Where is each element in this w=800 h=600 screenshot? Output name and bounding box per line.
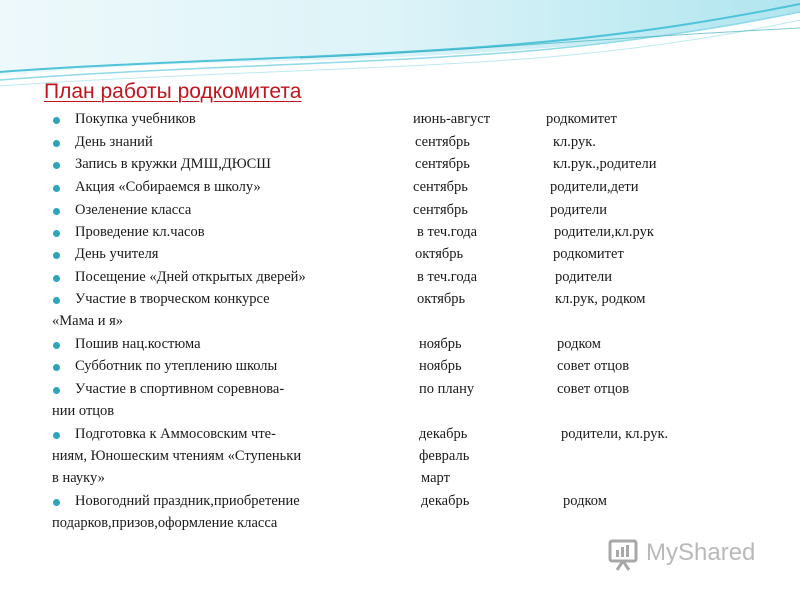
date-text: сентябрь (415, 156, 470, 172)
bullet-icon (53, 297, 60, 304)
bullet-icon (53, 275, 60, 282)
task-text: День учителя (75, 246, 159, 262)
date-text: в теч.года (417, 269, 478, 285)
responsible-text: родком (557, 336, 601, 352)
bullet-icon (53, 432, 60, 439)
date-text: декабрь (419, 426, 468, 442)
task-text: Пошив нац.костюма (75, 336, 201, 352)
responsible-text: родители, кл.рук. (561, 426, 669, 442)
list-item-continuation (0, 403, 800, 425)
task-text: Проведение кл.часов (75, 224, 205, 240)
list-item (0, 156, 800, 178)
list-item (0, 111, 800, 133)
responsible-text: родители,дети (550, 179, 639, 195)
date-text: октябрь (415, 246, 464, 262)
bullet-icon (53, 185, 60, 192)
responsible-text: совет отцов (557, 358, 630, 374)
logo-text: MyShared (646, 539, 756, 566)
responsible-text: совет отцов (557, 381, 630, 397)
myshared-logo (606, 537, 776, 577)
task-text-continuation: в науку» (52, 470, 105, 486)
page-title: План работы родкомитета (44, 80, 302, 103)
date-text: по плану (419, 381, 475, 397)
bullet-icon (53, 364, 60, 371)
responsible-text: родители (550, 202, 607, 218)
list-item-continuation (0, 448, 800, 470)
task-text-continuation: нии отцов (52, 403, 115, 419)
task-text-continuation: подарков,призов,оформление класса (52, 515, 278, 531)
bullet-icon (53, 140, 60, 147)
bullet-icon (53, 230, 60, 237)
responsible-text: родком (563, 493, 607, 509)
date-text-continuation: февраль (419, 448, 470, 464)
list-item (0, 246, 800, 268)
responsible-text: родкомитет (546, 111, 617, 127)
responsible-text: кл.рук, родком (555, 291, 646, 307)
list-item (0, 358, 800, 380)
task-text: Подготовка к Аммосовским чте- (75, 426, 276, 442)
presentation-board-icon (606, 537, 642, 573)
bullet-icon (53, 342, 60, 349)
list-item (0, 134, 800, 156)
task-text: Озеленение класса (75, 202, 192, 218)
task-text: Субботник по утеплению школы (75, 358, 278, 374)
list-item (0, 179, 800, 201)
task-text: Участие в творческом конкурсе (75, 291, 270, 307)
date-text: ноябрь (419, 336, 462, 352)
bullet-icon (53, 387, 60, 394)
list-item (0, 269, 800, 291)
task-text: Покупка учебников (75, 111, 196, 127)
list-item-continuation (0, 470, 800, 492)
date-text: в теч.года (417, 224, 478, 240)
task-text-continuation: ниям, Юношеским чтениям «Ступеньки (52, 448, 302, 464)
responsible-text: кл.рук. (553, 134, 596, 150)
responsible-text: кл.рук.,родители (553, 156, 657, 172)
list-item (0, 493, 800, 515)
task-text: Новогодний праздник,приобретение (75, 493, 300, 509)
bullet-icon (53, 252, 60, 259)
date-text: декабрь (421, 493, 470, 509)
task-text: Запись в кружки ДМШ,ДЮСШ (75, 156, 271, 172)
list-item-continuation (0, 515, 800, 537)
task-text: Акция «Собираемся в школу» (75, 179, 261, 195)
task-text: Участие в спортивном соревнова- (75, 381, 285, 397)
list-item (0, 224, 800, 246)
bullet-icon (53, 499, 60, 506)
task-text-continuation: «Мама и я» (52, 313, 124, 329)
bullet-icon (53, 208, 60, 215)
task-text: Посещение «Дней открытых дверей» (75, 269, 306, 285)
responsible-text: родители (555, 269, 612, 285)
list-item (0, 426, 800, 448)
list-item-continuation (0, 313, 800, 335)
date-text: октябрь (417, 291, 466, 307)
date-text: сентябрь (413, 202, 468, 218)
date-text: сентябрь (415, 134, 470, 150)
date-text: ноябрь (419, 358, 462, 374)
date-text: сентябрь (413, 179, 468, 195)
date-text: июнь-август (413, 111, 491, 127)
task-text: День знаний (75, 134, 153, 150)
list-item (0, 202, 800, 224)
list-item (0, 291, 800, 313)
bullet-icon (53, 162, 60, 169)
list-item (0, 336, 800, 358)
list-item (0, 381, 800, 403)
date-text-continuation: март (421, 470, 450, 486)
responsible-text: родкомитет (553, 246, 624, 262)
bullet-icon (53, 117, 60, 124)
responsible-text: родители,кл.рук (554, 224, 654, 240)
